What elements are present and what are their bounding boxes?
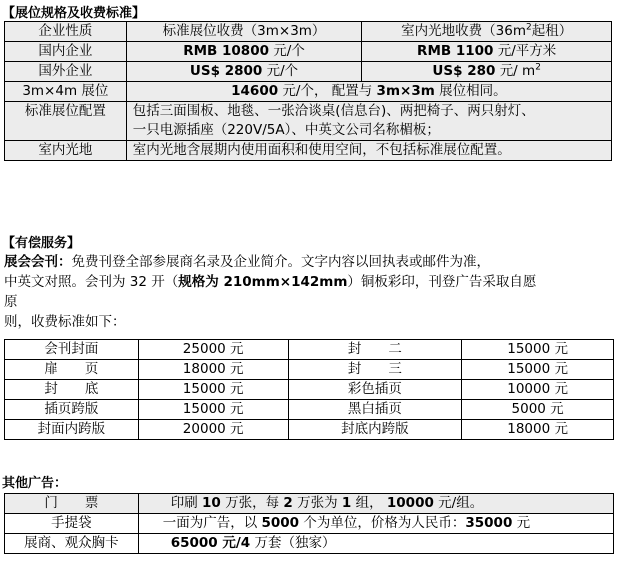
- foreign-space-price: US$ 280 元/ $m^2$: [362, 62, 612, 82]
- cell: 封底内跨版: [288, 420, 462, 440]
- table-row: [5, 22, 612, 42]
- booth-section-heading: 【展位规格及收费标准】: [2, 6, 146, 21]
- header-standard-booth: 标准展位收费（3m×3m）: [126, 22, 362, 42]
- config-label: 标准展位配置: [5, 102, 127, 141]
- tickets-text: 印刷 10 万张，每 2 万张为 1 组， 10000 元/组。: [138, 494, 613, 514]
- cell: 15000 元: [138, 380, 288, 400]
- catalog-intro-line3: 原: [4, 294, 18, 310]
- table-row: [5, 102, 612, 141]
- cell: 15000 元: [462, 360, 614, 380]
- domestic-booth-price: RMB 10800 元/个: [126, 42, 362, 62]
- tickets-label: 门 票: [5, 494, 139, 514]
- table-row: [5, 62, 612, 82]
- table-row: [5, 494, 614, 514]
- table-row: [5, 340, 614, 360]
- domestic-label: 国内企业: [5, 42, 127, 62]
- table-row: [5, 534, 614, 554]
- foreign-label: 国外企业: [5, 62, 127, 82]
- header-indoor-space: 室内光地收费（$36m^2$起租）: [362, 22, 612, 42]
- size34-label: 3m×4m 展位: [5, 82, 127, 102]
- catalog-intro-line2: 中英文对照。会刊为 32 开（规格为 210mm×142mm）铜板彩印，刊登广告采取自愿: [4, 274, 537, 290]
- cell: 5000 元: [462, 400, 614, 420]
- table-row: [5, 42, 612, 62]
- cell: 彩色插页: [288, 380, 462, 400]
- foreign-booth-price: US$ 2800 元/个: [126, 62, 362, 82]
- bag-label: 手提袋: [5, 514, 139, 534]
- cell: 会刊封面: [5, 340, 139, 360]
- indoor-text: 室内光地含展期内使用面积和使用空间，不包括标准展位配置。: [126, 141, 611, 161]
- table-row: [5, 82, 612, 102]
- catalog-fee-table: [4, 339, 614, 440]
- cell: 黑白插页: [288, 400, 462, 420]
- catalog-intro-line4: 则，收费标准如下：: [4, 314, 126, 330]
- booth-fee-table: [4, 21, 612, 161]
- cell: 15000 元: [138, 400, 288, 420]
- cell: 封 二: [288, 340, 462, 360]
- table-row: [5, 514, 614, 534]
- table-row: [5, 380, 614, 400]
- table-row: [5, 420, 614, 440]
- size34-price: 14600 元/个， 配置与 3m×3m 展位相同。: [126, 82, 611, 102]
- cell: 25000 元: [138, 340, 288, 360]
- bag-text: 一面为广告，以 5000 个为单位，价格为人民币：35000 元: [138, 514, 613, 534]
- cell: 18000 元: [462, 420, 614, 440]
- indoor-label: 室内光地: [5, 141, 127, 161]
- other-ads-table: [4, 493, 614, 554]
- badge-text: 65000 元/4 万套（独家）: [138, 534, 613, 554]
- cell: 18000 元: [138, 360, 288, 380]
- config-text: 包括三面围板、地毯、一张洽谈桌(信息台)、两把椅子、两只射灯、 一只电源插座（220V/5A）、中英文公司名称楣板；: [126, 102, 611, 141]
- domestic-space-price: RMB 1100 元/平方米: [362, 42, 612, 62]
- paid-section-heading: 【有偿服务】: [2, 236, 81, 251]
- header-enterprise-type: 企业性质: [5, 22, 127, 42]
- badge-label: 展商、观众胸卡: [5, 534, 139, 554]
- cell: 扉 页: [5, 360, 139, 380]
- cell: 10000 元: [462, 380, 614, 400]
- catalog-intro-line1: 展会会刊：免费刊登全部参展商名录及企业简介。文字内容以回执表或邮件为准，: [4, 254, 490, 270]
- cell: 封 底: [5, 380, 139, 400]
- cell: 封 三: [288, 360, 462, 380]
- table-row: [5, 360, 614, 380]
- other-section-heading: 其他广告：: [2, 476, 68, 491]
- cell: 插页跨版: [5, 400, 139, 420]
- table-row: [5, 400, 614, 420]
- table-row: [5, 141, 612, 161]
- cell: 15000 元: [462, 340, 614, 360]
- cell: 20000 元: [138, 420, 288, 440]
- cell: 封面内跨版: [5, 420, 139, 440]
